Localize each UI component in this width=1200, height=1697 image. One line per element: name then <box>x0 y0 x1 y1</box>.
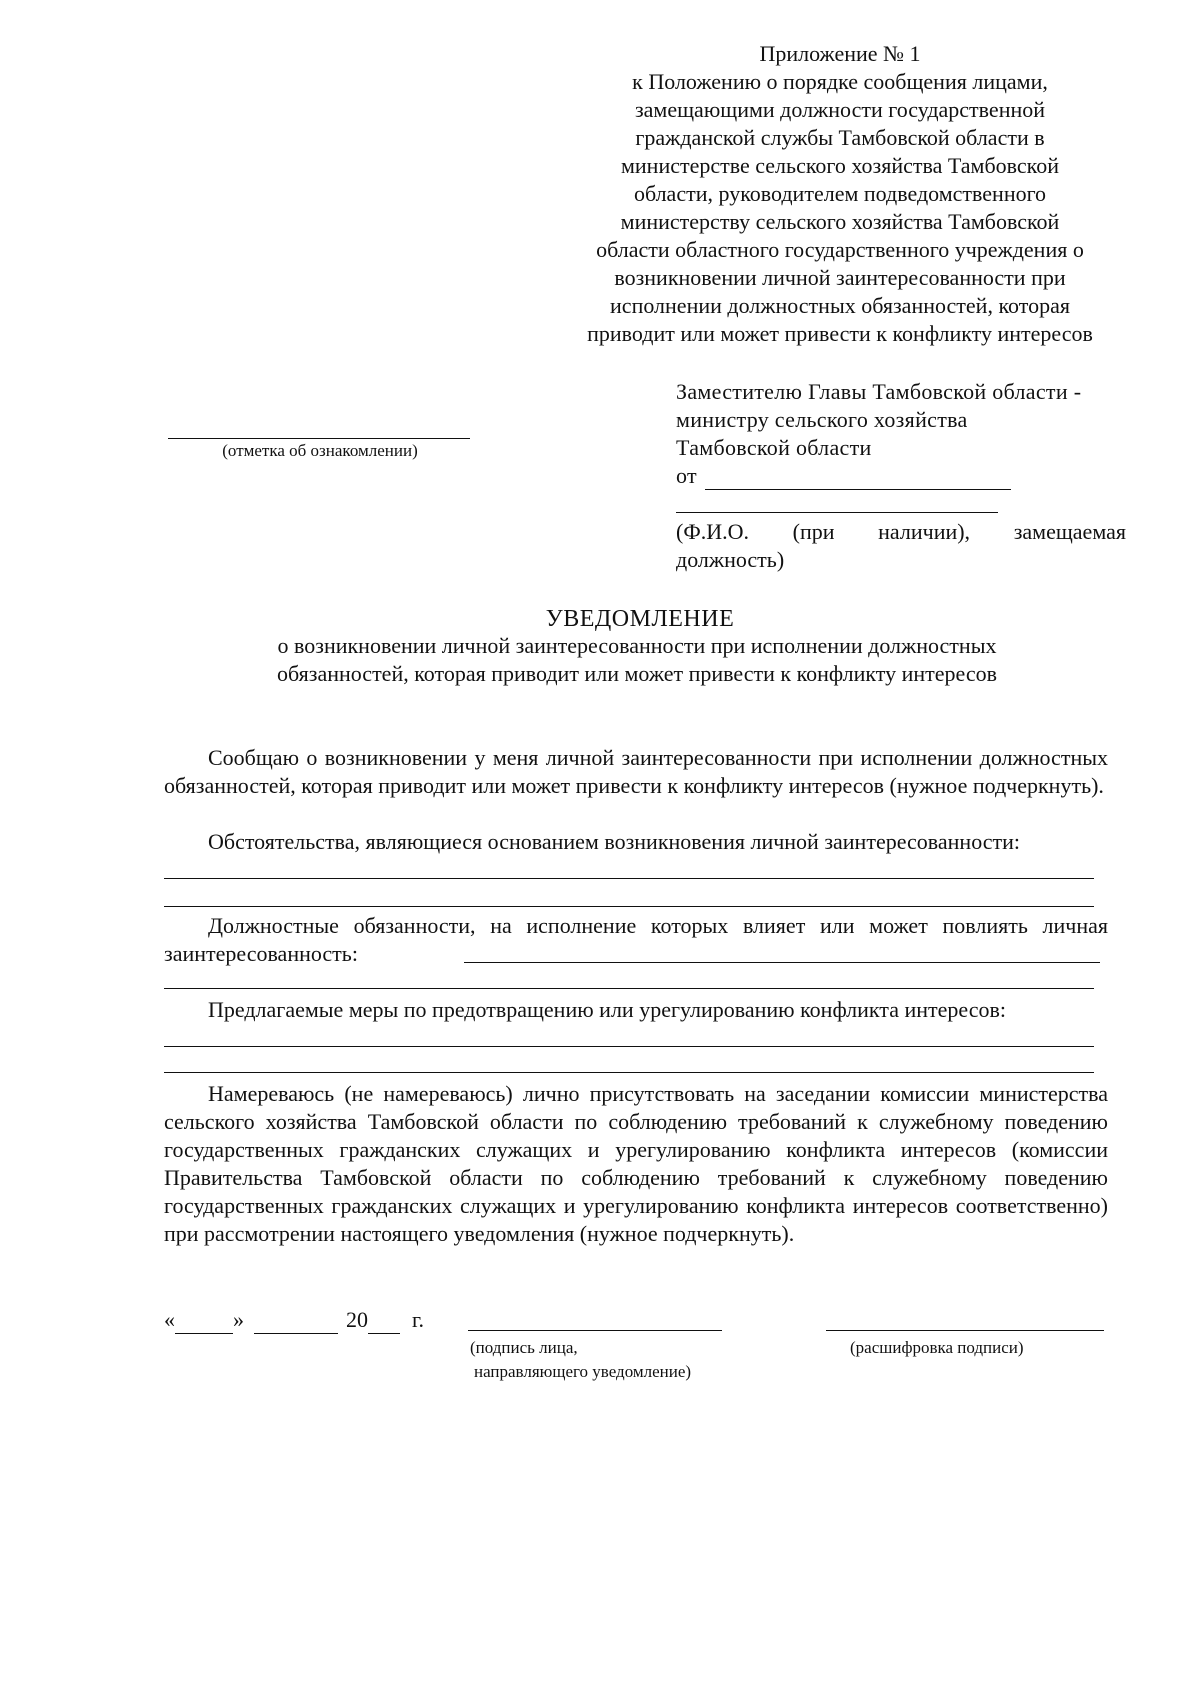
fio-caption-word: (при <box>792 519 835 544</box>
appendix-line: Приложение № 1 <box>759 41 921 66</box>
paragraph-report <box>164 744 1108 800</box>
appendix-line: министерству сельского хозяйства Тамбовской <box>620 209 1060 234</box>
signature-line[interactable] <box>468 1330 722 1331</box>
date-quote-close: » <box>233 1307 244 1332</box>
fio-caption-word: наличии), <box>878 519 971 544</box>
day-field[interactable] <box>175 1317 233 1334</box>
signature-caption <box>470 1336 790 1384</box>
appendix-line: исполнении должностных обязанностей, которая <box>610 293 1070 318</box>
year-suffix: г. <box>412 1307 425 1332</box>
signature-caption-line: направляющего уведомление) <box>474 1362 692 1381</box>
duties-field-line-1[interactable] <box>464 962 1100 963</box>
paragraph-text: Намереваюсь (не намереваюсь) лично присутствовать на заседании комиссии министерства сельского хозяйства Тамбовской области по соблюдению требований к служебному поведению государственных гражданских служащих и урегулированию конфликта интересов (комиссии Правительства Тамбовской области по соблюдению требований к служебному поведению государственных гражданских служащих и урегулированию конфликта интересов соответственно) при рассмотрении настоящего уведомления (нужное подчеркнуть). <box>164 1081 1108 1246</box>
date-quote-open: « <box>164 1307 175 1332</box>
fio-caption <box>676 518 1126 574</box>
notice-subtitle-line: обязанностей, которая приводит или может привести к конфликту интересов <box>276 661 998 686</box>
appendix-line: приводит или может привести к конфликту интересов <box>587 321 1093 346</box>
signature-caption-line: (подпись лица, <box>470 1338 578 1357</box>
year-field[interactable] <box>368 1317 400 1334</box>
addressee-line: министру сельского хозяйства <box>676 407 968 432</box>
fio-field[interactable] <box>676 512 998 513</box>
from-field[interactable] <box>705 471 1011 490</box>
appendix-line: замещающими должности государственной <box>634 97 1046 122</box>
appendix-line: области областного государственного учреждения о <box>596 237 1084 262</box>
paragraph-circumstances <box>164 828 1108 856</box>
appendix-line: к Положению о порядке сообщения лицами, <box>632 69 1048 94</box>
circumstances-field-line-2[interactable] <box>164 906 1094 907</box>
appendix-line: области, руководителем подведомственного <box>633 181 1047 206</box>
appendix-line: министерстве сельского хозяйства Тамбовской <box>620 153 1060 178</box>
acknowledgement-caption: (отметка об ознакомлении) <box>222 441 418 460</box>
acknowledgement-line[interactable] <box>168 438 470 439</box>
paragraph-text: Сообщаю о возникновении у меня личной заинтересованности при исполнении должностных обязанностей, которая приводит или может привести к конфликту интересов (нужное подчеркнуть). <box>164 745 1108 798</box>
duties-field-line-2[interactable] <box>164 988 1094 989</box>
paragraph-commission <box>164 1080 1108 1248</box>
signature-decoding-caption: (расшифровка подписи) <box>850 1338 1024 1357</box>
date-row <box>164 1306 424 1334</box>
from-label: от <box>676 463 697 488</box>
signature-decoding-line[interactable] <box>826 1330 1104 1331</box>
fio-caption-word: (Ф.И.О. <box>676 519 749 544</box>
appendix-line: гражданской службы Тамбовской области в <box>635 125 1045 150</box>
notice-subtitle <box>0 632 1200 688</box>
notice-title: УВЕДОМЛЕНИЕ <box>545 606 735 632</box>
year-prefix: 20 <box>346 1307 368 1332</box>
appendix-line: возникновении личной заинтересованности при <box>614 265 1066 290</box>
paragraph-text: Обстоятельства, являющиеся основанием возникновения личной заинтересованности: <box>208 829 1021 854</box>
paragraph-text: Должностные обязанности, на исполнение которых влияет или может повлиять личная заинтересованность: <box>164 913 1108 966</box>
measures-field-line-2[interactable] <box>164 1072 1094 1073</box>
paragraph-duties <box>164 912 1108 968</box>
addressee-line: Тамбовской области <box>676 435 872 460</box>
from-row <box>676 462 1136 490</box>
appendix-header <box>540 40 1140 348</box>
circumstances-field-line-1[interactable] <box>164 878 1094 879</box>
notice-subtitle-line: о возникновении личной заинтересованности при исполнении должностных <box>277 633 997 658</box>
addressee-line: Заместителю Главы Тамбовской области - <box>676 379 1082 404</box>
measures-field-line-1[interactable] <box>164 1046 1094 1047</box>
fio-caption-line2: должность) <box>676 547 785 572</box>
paragraph-text: Предлагаемые меры по предотвращению или урегулированию конфликта интересов: <box>208 997 1006 1022</box>
addressee-block <box>676 378 1136 490</box>
fio-caption-word: замещаемая <box>1013 519 1126 544</box>
month-field[interactable] <box>254 1317 338 1334</box>
paragraph-measures <box>164 996 1108 1024</box>
